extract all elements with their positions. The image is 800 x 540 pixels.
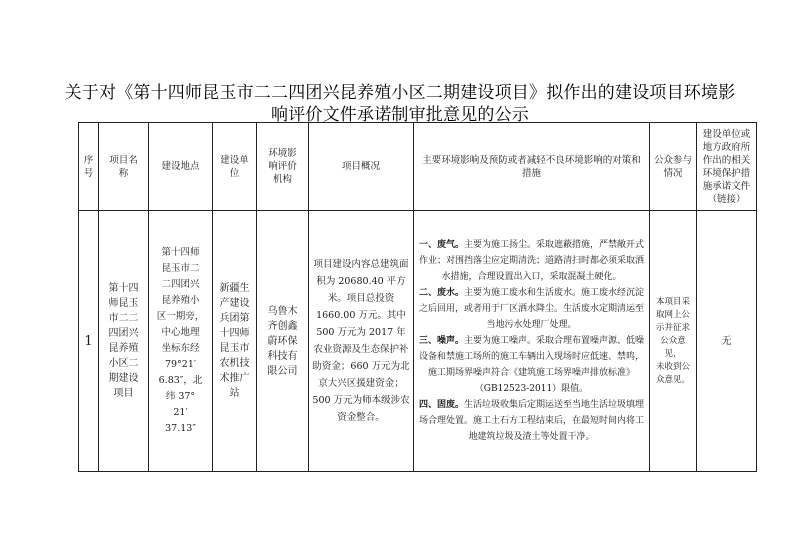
row-eia-agency: 乌鲁木 齐创鑫 蔚环保 科技有 限公司 — [257, 211, 309, 472]
header-participation: 公众参与 情况 — [650, 123, 697, 211]
measure-noise: 三、噪声。主要为施工噪声。采取合理布置噪声源、低噪设备和禁施工场所的施工车辆出入现场时应低速、禁鸣，施工期场界噪声符合《建筑施工场界噪声排放标准》（GB12523-2011）限值。 — [418, 336, 645, 394]
header-measures: 主要环境影响及预防或者减轻不良环境影响的对策和 措施 — [414, 123, 650, 211]
measure-wastewater: 二、废水。主要为施工废水和生活废水。施工废水经沉淀之后回用，或者用于厂区洒水降尘。生活废水定期清运至当地污水处理厂处理。 — [418, 288, 645, 330]
row-project-name: 第十四 师昆玉 市二二 四团兴 昆养殖 小区二 期建设 项目 — [99, 211, 149, 472]
page-title-line-2: 响评价文件承诺制审批意见的公示 — [271, 105, 529, 125]
row-commitment: 无 — [697, 211, 757, 472]
row-builder: 新疆生 产建设 兵团第 十四师 昆玉市 农机技 术推广 站 — [213, 211, 257, 472]
header-index: 序 号 — [79, 123, 99, 211]
header-location: 建设地点 — [149, 123, 213, 211]
header-commitment: 建设单位或 地方政府所 作出的相关 环境保护措 施承诺文件 （链接） — [697, 123, 757, 211]
header-project-name: 项目名 称 — [99, 123, 149, 211]
header-eia-agency: 环境影 响评价 机构 — [257, 123, 309, 211]
row-index: 1 — [79, 211, 99, 472]
page-title-line-1: 关于对《第十四师昆玉市二二四团兴昆养殖小区二期建设项目》拟作出的建设项目环境影 — [64, 83, 736, 103]
header-row — [79, 123, 757, 211]
header-builder: 建设单 位 — [213, 123, 257, 211]
row-participation: 本项目采 取网上公 示并征求 公众意见， 未收到公 众意见。 — [650, 211, 697, 472]
row-measures — [414, 211, 650, 472]
row-overview: 项目建设内容总建筑面积为 20680.40 平方米。项目总投资 1660.00 万元。其中 500 万元为 2017 年农业资源及生态保护补助资金；660 万元为北京大兴区援建资金；500 万元为师本级涉农资金整合。 — [309, 211, 414, 472]
row-location: 第十四师 昆玉市二 二四团兴 昆养殖小 区一期旁， 中心地理 坐标东经 79°21′ 6.83″，北 纬 37° 21′ 37.13″ — [149, 211, 213, 472]
table-row — [79, 211, 757, 472]
page-title — [40, 82, 760, 126]
header-overview: 项目概况 — [309, 123, 414, 211]
notice-table — [78, 122, 757, 472]
measure-solid-waste: 四、固废。生活垃圾收集后定期运送至当地生活垃圾填埋场合理处置。施工土石方工程结束后，在最短时间内将工地建筑垃圾及渣土等处置干净。 — [418, 400, 645, 442]
measure-exhaust-gas: 一、废气。主要为施工扬尘。采取遮蔽措施，严禁敞开式作业；对围挡落尘应定期清洗；道路清扫时都必须采取洒水措施，合理设置出入口，采取混凝土硬化。 — [418, 240, 645, 282]
